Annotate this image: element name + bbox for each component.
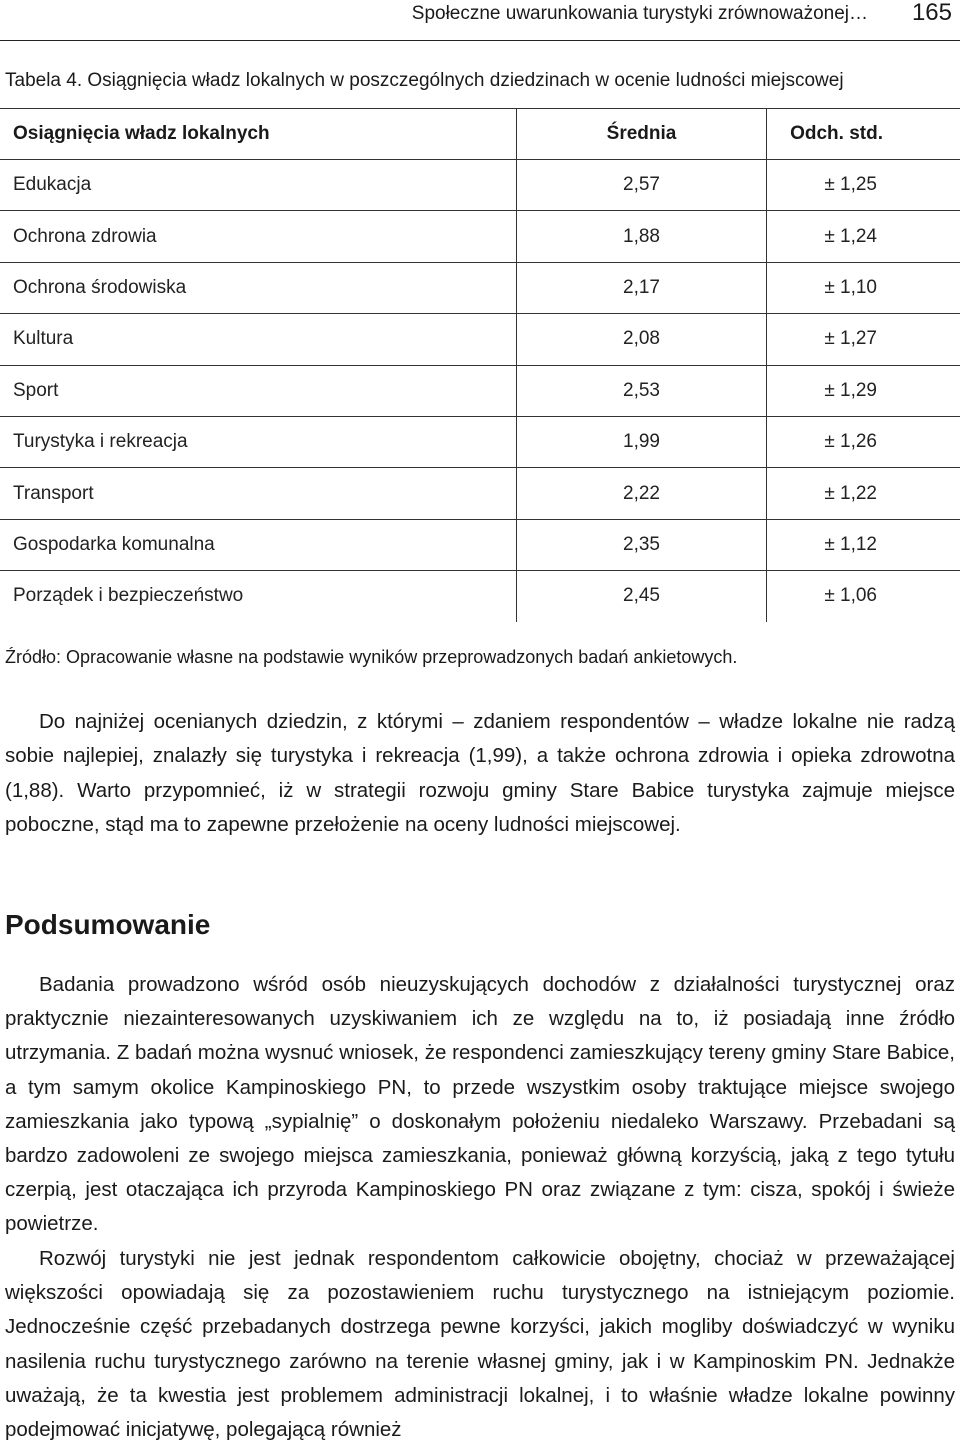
column-header-mean: Średnia (517, 109, 767, 160)
page-number: 165 (911, 0, 952, 26)
area-cell: Edukacja (0, 160, 517, 211)
mean-cell: 1,88 (517, 211, 767, 262)
area-cell: Ochrona zdrowia (0, 211, 517, 262)
table-row (0, 571, 960, 622)
std-cell: ± 1,26 (767, 416, 960, 467)
mean-cell: 2,57 (517, 160, 767, 211)
mean-cell: 2,45 (517, 571, 767, 622)
body-paragraph (5, 968, 955, 1242)
std-cell: ± 1,22 (767, 468, 960, 519)
table-row (0, 416, 960, 467)
running-head-title: Społeczne uwarunkowania turystyki zrównoważonej… (411, 3, 868, 24)
table-row (0, 160, 960, 211)
std-cell: ± 1,24 (767, 211, 960, 262)
area-cell: Gospodarka komunalna (0, 519, 517, 570)
paragraph-text: Badania prowadzono wśród osób nieuzyskujących dochodów z działalności turystycznej oraz praktycznie niezainteresowanych uzyskiwaniem ich ze względu na to, iż posiadają inne źródło utrzymania. Z badań można wysnuć wniosek, że respondenci zamieszkujący tereny gminy Stare Babice, a tym samym okolice Kampinoskiego PN, to przede wszystkim osoby traktujące miejsce swojego zamieszkania jako typową „sypialnię” o doskonałym położeniu niedaleko Warszawy. Przebadani są bardzo zadowoleni ze swojego miejsca zamieszkania, ponieważ główną korzyścią, jaką z tego tytułu czerpią, jest otaczająca ich przyroda Kampinoskiego PN oraz związane z tym: cisza, spokój i świeże powietrze. (5, 973, 955, 1236)
mean-cell: 2,35 (517, 519, 767, 570)
mean-cell: 2,53 (517, 365, 767, 416)
body-paragraph (5, 1242, 955, 1447)
area-cell: Sport (0, 365, 517, 416)
mean-cell: 2,22 (517, 468, 767, 519)
table-row (0, 262, 960, 313)
area-cell: Porządek i bezpieczeństwo (0, 571, 517, 622)
paragraph-text: Do najniżej ocenianych dziedzin, z którymi – zdaniem respondentów – władze lokalne nie radzą sobie najlepiej, znalazły się turystyka i rekreacja (1,99), a także ochrona zdrowia i opieka zdrowotna (1,88). Warto przypomnieć, iż w strategii rozwoju gminy Stare Babice turystyka zajmuje miejsce poboczne, stąd ma to zapewne przełożenie na oceny ludności miejscowej. (5, 710, 955, 836)
std-cell: ± 1,25 (767, 160, 960, 211)
paragraph-text: Rozwój turystyki nie jest jednak respondentom całkowicie obojętny, chociaż w przeważającej większości opowiadają się za pozostawieniem ruchu turystycznego na istniejącym poziomie. Jednocześnie część przebadanych dostrzega pewne korzyści, jakich mogliby doświadczyć w wyniku nasilenia ruchu turystycznego zarówno na terenie własnej gminy, jak i w Kampinoskim PN. Jednakże uważają, że ta kwestia jest problemem administracji lokalnej, i to właśnie władze lokalne powinny podejmować inicjatywę, polegającą również (5, 1247, 955, 1442)
section-heading: Podsumowanie (5, 909, 211, 940)
table-source-note: Źródło: Opracowanie własne na podstawie wyników przeprowadzonych badań ankietowych. (5, 647, 738, 667)
std-cell: ± 1,27 (767, 314, 960, 365)
table-row (0, 365, 960, 416)
mean-cell: 2,17 (517, 262, 767, 313)
table-row (0, 468, 960, 519)
std-cell: ± 1,29 (767, 365, 960, 416)
mean-cell: 1,99 (517, 416, 767, 467)
table-row (0, 314, 960, 365)
table-row (0, 211, 960, 262)
column-header-std: Odch. std. (767, 109, 960, 160)
body-paragraph (5, 705, 955, 842)
table-header-row (0, 109, 960, 160)
std-cell: ± 1,12 (767, 519, 960, 570)
table-row (0, 519, 960, 570)
column-header-area: Osiągnięcia władz lokalnych (0, 109, 517, 160)
mean-cell: 2,08 (517, 314, 767, 365)
table-caption: Tabela 4. Osiągnięcia władz lokalnych w poszczególnych dziedzinach w ocenie ludności miejscowej (5, 70, 844, 91)
running-head (0, 0, 960, 41)
area-cell: Kultura (0, 314, 517, 365)
area-cell: Ochrona środowiska (0, 262, 517, 313)
area-cell: Turystyka i rekreacja (0, 416, 517, 467)
results-table (0, 108, 960, 622)
area-cell: Transport (0, 468, 517, 519)
std-cell: ± 1,10 (767, 262, 960, 313)
std-cell: ± 1,06 (824, 585, 877, 607)
